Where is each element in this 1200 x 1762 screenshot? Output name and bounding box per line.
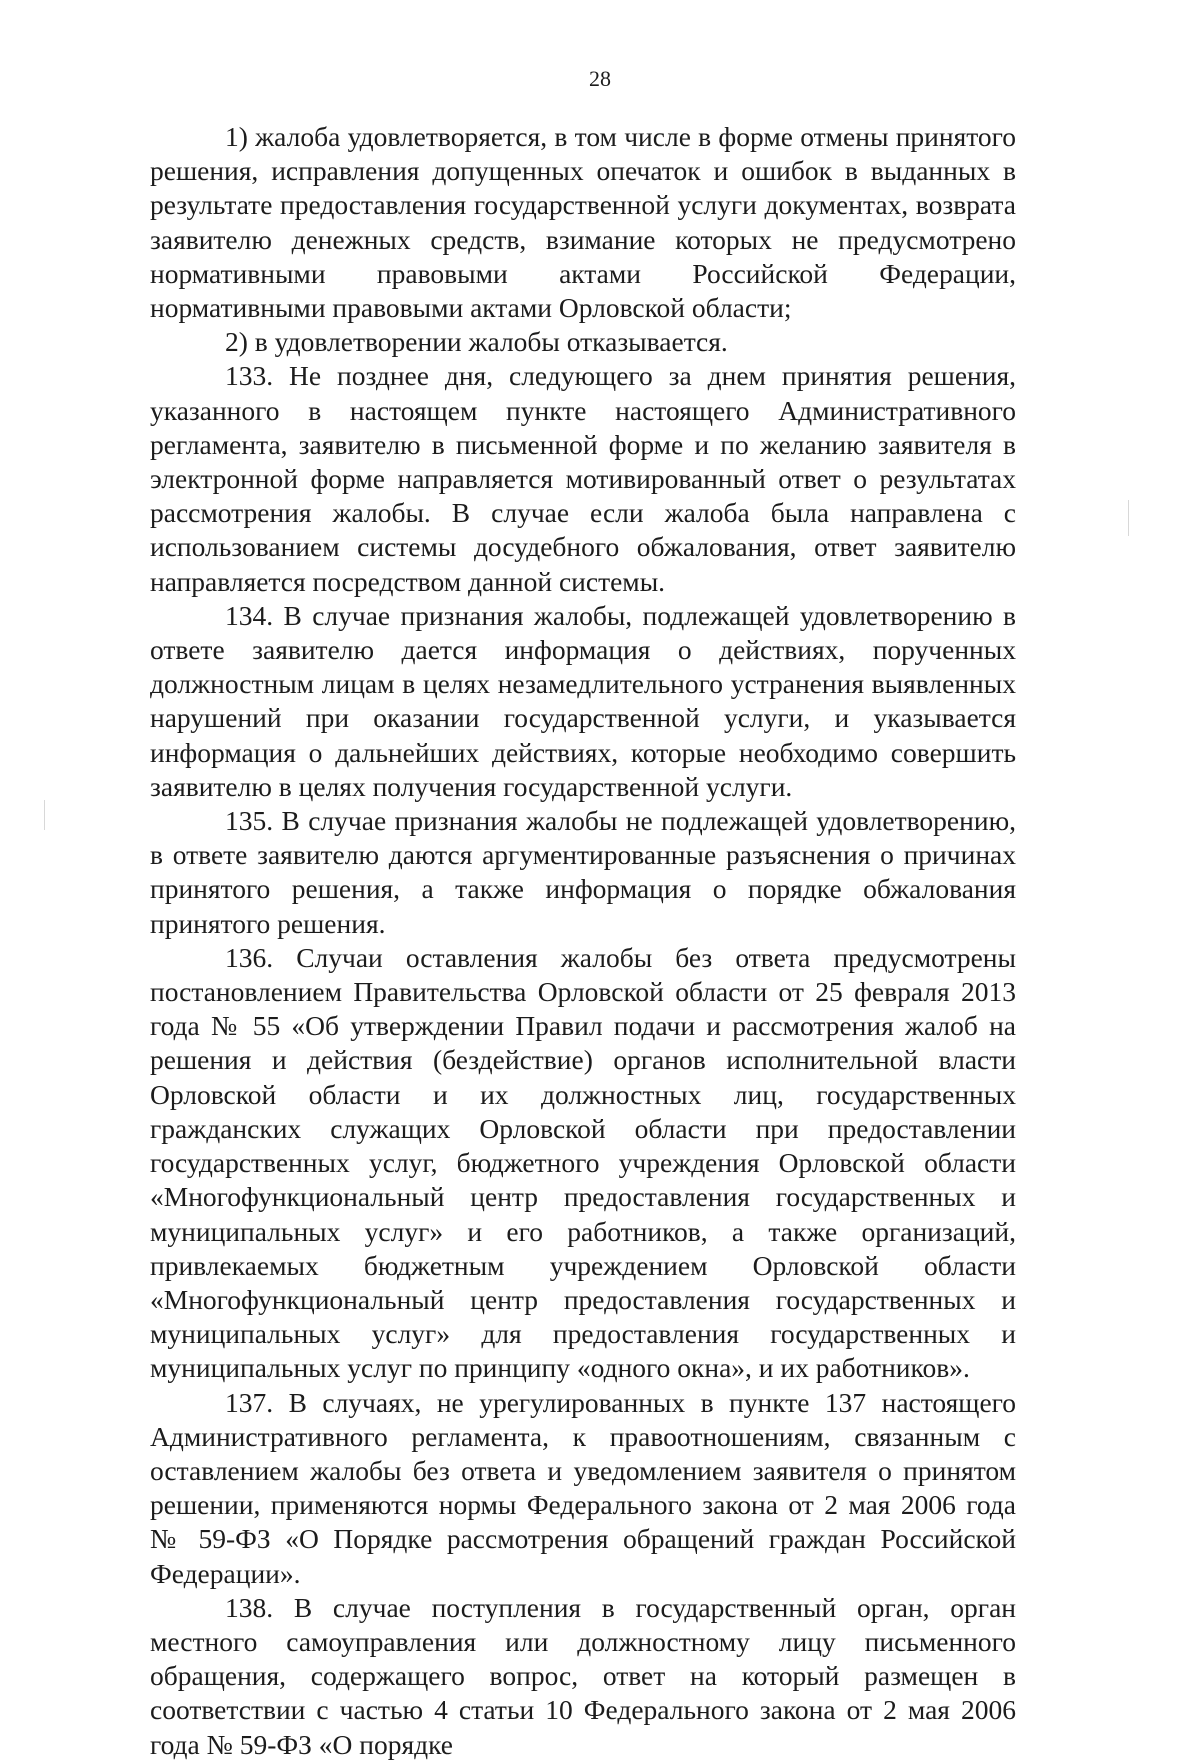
paragraph-133: 133. Не позднее дня, следующего за днем принятия решения, указанного в настоящем пункте настоящего Административного регламента, заявителю в письменной форме и по желанию заявителя в электронной форме направляется мотивированный ответ о результатах рассмотрения жалобы. В случае если жалоба была направлена с использованием системы досудебного обжалования, ответ заявителю направляется посредством данной системы.	[150, 360, 1016, 597]
page-number: 28	[589, 66, 611, 91]
paragraph-137: 137. В случаях, не урегулированных в пункте 137 настоящего Административного регламента, к правоотношениям, связанным с оставлением жалобы без ответа и уведомлением заявителя о принятом решении, применяются нормы Федерального закона от 2 мая 2006 года № 59-ФЗ «О Порядке рассмотрения обращений граждан Российской Федерации».	[150, 1386, 1016, 1589]
scan-edge-mark-right	[1128, 500, 1129, 536]
page-body	[150, 120, 1016, 1762]
paragraph-135: 135. В случае признания жалобы не подлежащей удовлетворению, в ответе заявителю даются аргументированные разъяснения о причинах принятого решения, а также информация о порядке обжалования принятого решения.	[150, 805, 1016, 939]
paragraph-item-1: 1) жалоба удовлетворяется, в том числе в форме отмены принятого решения, исправления допущенных опечаток и ошибок в выданных в результате предоставления государственной услуги документах, возврата заявителю денежных средств, взимание которых не предусмотрено нормативными правовыми актами Российской Федерации, нормативными правовыми актами Орловской области;	[150, 121, 1016, 324]
paragraph-136: 136. Случаи оставления жалобы без ответа предусмотрены постановлением Правительства Орловской области от 25 февраля 2013 года № 55 «Об утверждении Правил подачи и рассмотрения жалоб на решения и действия (бездействие) органов исполнительной власти Орловской области и их должностных лиц, государственных гражданских служащих Орловской области при предоставлении государственных услуг, бюджетного учреждения Орловской области «Многофункциональный центр предоставления государственных и муниципальных услуг» и его работников, а также организаций, привлекаемых бюджетным учреждением Орловской области «Многофункциональный центр предоставления государственных и муниципальных услуг» для предоставления государственных и муниципальных услуг по принципу «одного окна», и их работников».	[150, 941, 1016, 1384]
scan-edge-mark-left	[44, 800, 45, 830]
paragraph-134: 134. В случае признания жалобы, подлежащей удовлетворению в ответе заявителю дается информация о действиях, порученных должностным лицам в целях незамедлительного устранения выявленных нарушений при оказании государственной услуги, и указывается информация о дальнейших действиях, которые необходимо совершить заявителю в целях получения государственной услуги.	[150, 599, 1016, 802]
paragraph-item-2: 2) в удовлетворении жалобы отказывается.	[225, 326, 728, 358]
paragraph-138: 138. В случае поступления в государственный орган, орган местного самоуправления или должностному лицу письменного обращения, содержащего вопрос, ответ на который размещен в соответствии с частью 4 статьи 10 Федерального закона от 2 мая 2006 года № 59-ФЗ «О порядке	[150, 1591, 1016, 1760]
